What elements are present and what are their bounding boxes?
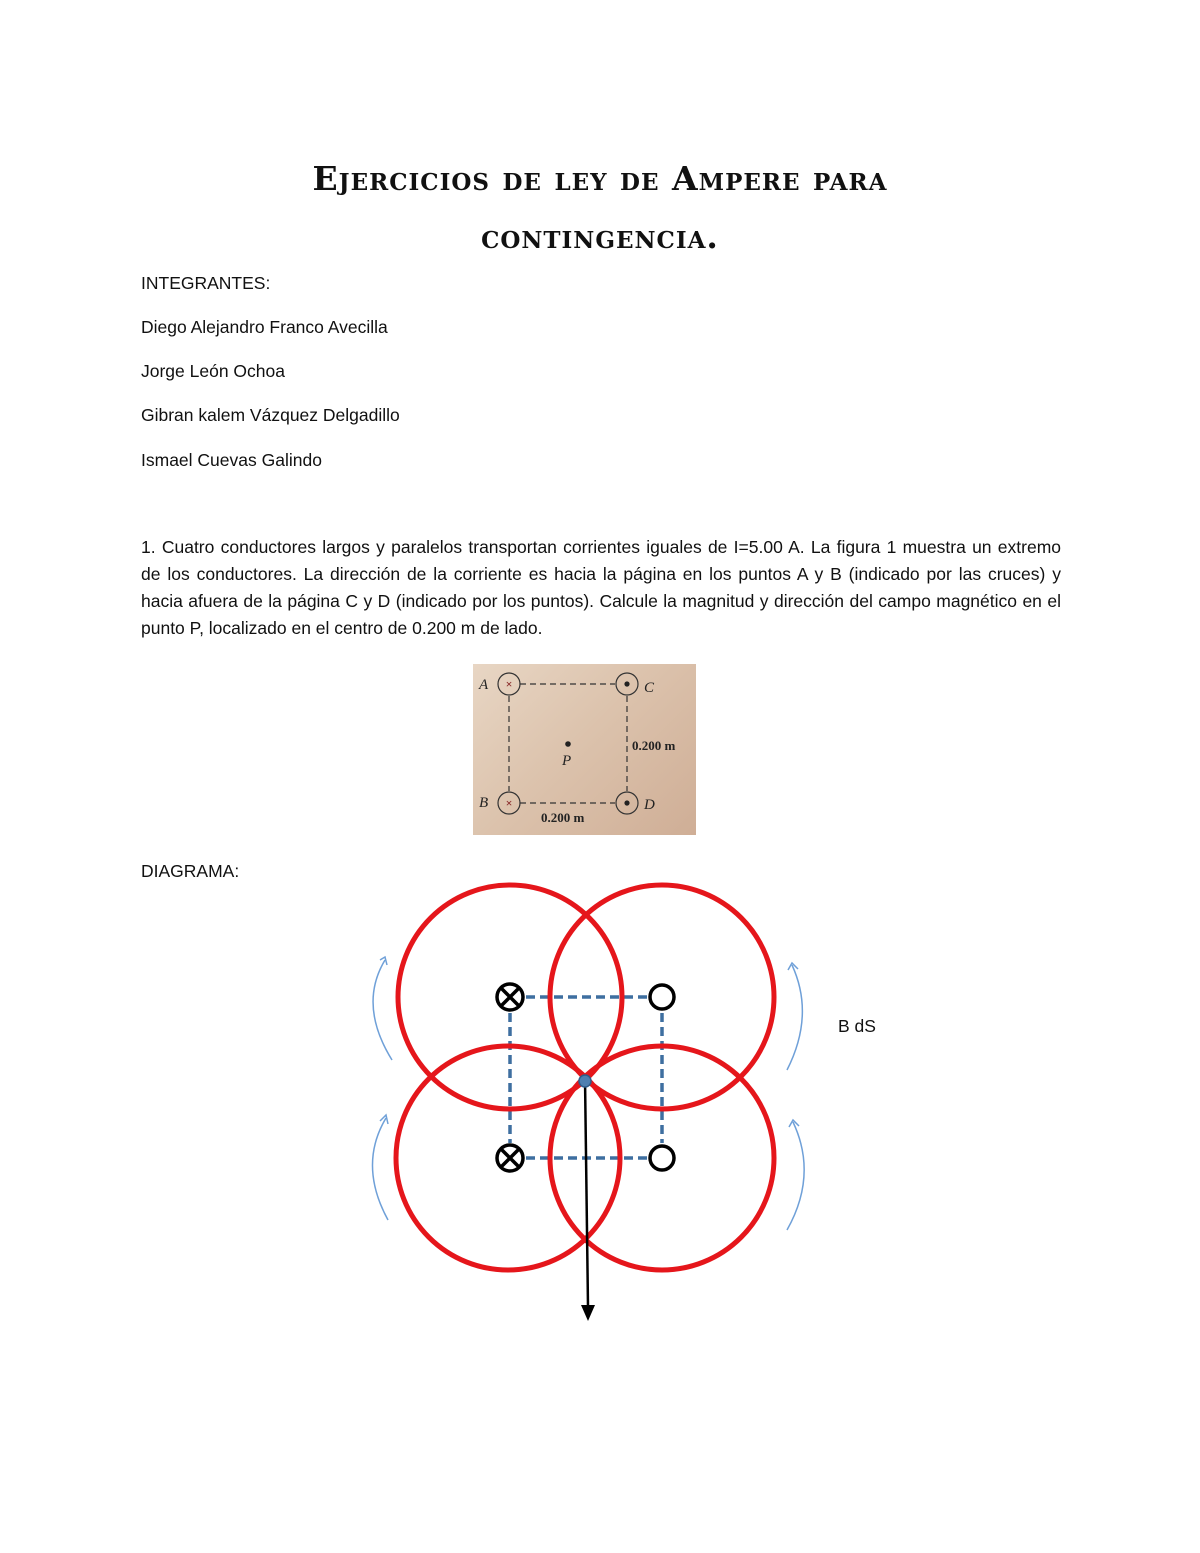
point-p-marker [579, 1075, 591, 1087]
b-ds-label: B dS [838, 1016, 876, 1036]
dot-c [624, 681, 629, 686]
dot-d [624, 800, 629, 805]
diagram-label: DIAGRAMA: [141, 861, 240, 881]
field-diagram [340, 875, 860, 1335]
label-d: D [644, 797, 655, 813]
document-title [140, 150, 1060, 266]
members-label: INTEGRANTES: [141, 273, 271, 293]
conductor-c-circle-icon [650, 985, 674, 1009]
label-c: C [644, 680, 655, 696]
title-line-2: contingencia. [481, 217, 719, 256]
figure-1-drawing [473, 664, 696, 835]
member-3: Gibran kalem Vázquez Delgadillo [141, 405, 400, 425]
figure-1-photo [473, 664, 696, 835]
title-line-1: Ejercicios de ley de Ampere para [312, 159, 888, 198]
circulation-arrow-top-right-icon [787, 965, 802, 1070]
member-4: Ismael Cuevas Galindo [141, 450, 322, 470]
cross-a: × [505, 677, 513, 691]
circulation-arrow-top-left-icon [373, 960, 392, 1060]
label-p: P [562, 753, 572, 769]
horizontal-side-label: 0.200 m [541, 810, 585, 825]
label-b: B [479, 795, 489, 811]
problem-1-statement: 1. Cuatro conductores largos y paralelos transportan corrientes iguales de I=5.00 A. La figura 1 muestra un extremo de los conductores. La dirección de la corriente es hacia la página en los puntos A y B (indicado por las cruces) y hacia afuera de la página C y D (indicado por los puntos). Calcule la magnitud y dirección del campo magnético en el punto P, localizado en el centro de 0.200 m de lado. [141, 537, 1061, 638]
resultant-field-arrow [585, 1078, 588, 1307]
member-1: Diego Alejandro Franco Avecilla [141, 317, 388, 337]
member-2: Jorge León Ochoa [141, 361, 285, 381]
conductor-d-circle-icon [650, 1146, 674, 1170]
resultant-arrow-head-icon [581, 1305, 595, 1321]
circulation-arrow-bottom-left-icon [372, 1118, 388, 1220]
circulation-arrow-bottom-right-icon [787, 1122, 804, 1230]
cross-b: × [505, 796, 513, 810]
point-p-dot [565, 741, 571, 747]
vertical-side-label: 0.200 m [632, 738, 676, 753]
label-a: A [479, 677, 489, 693]
